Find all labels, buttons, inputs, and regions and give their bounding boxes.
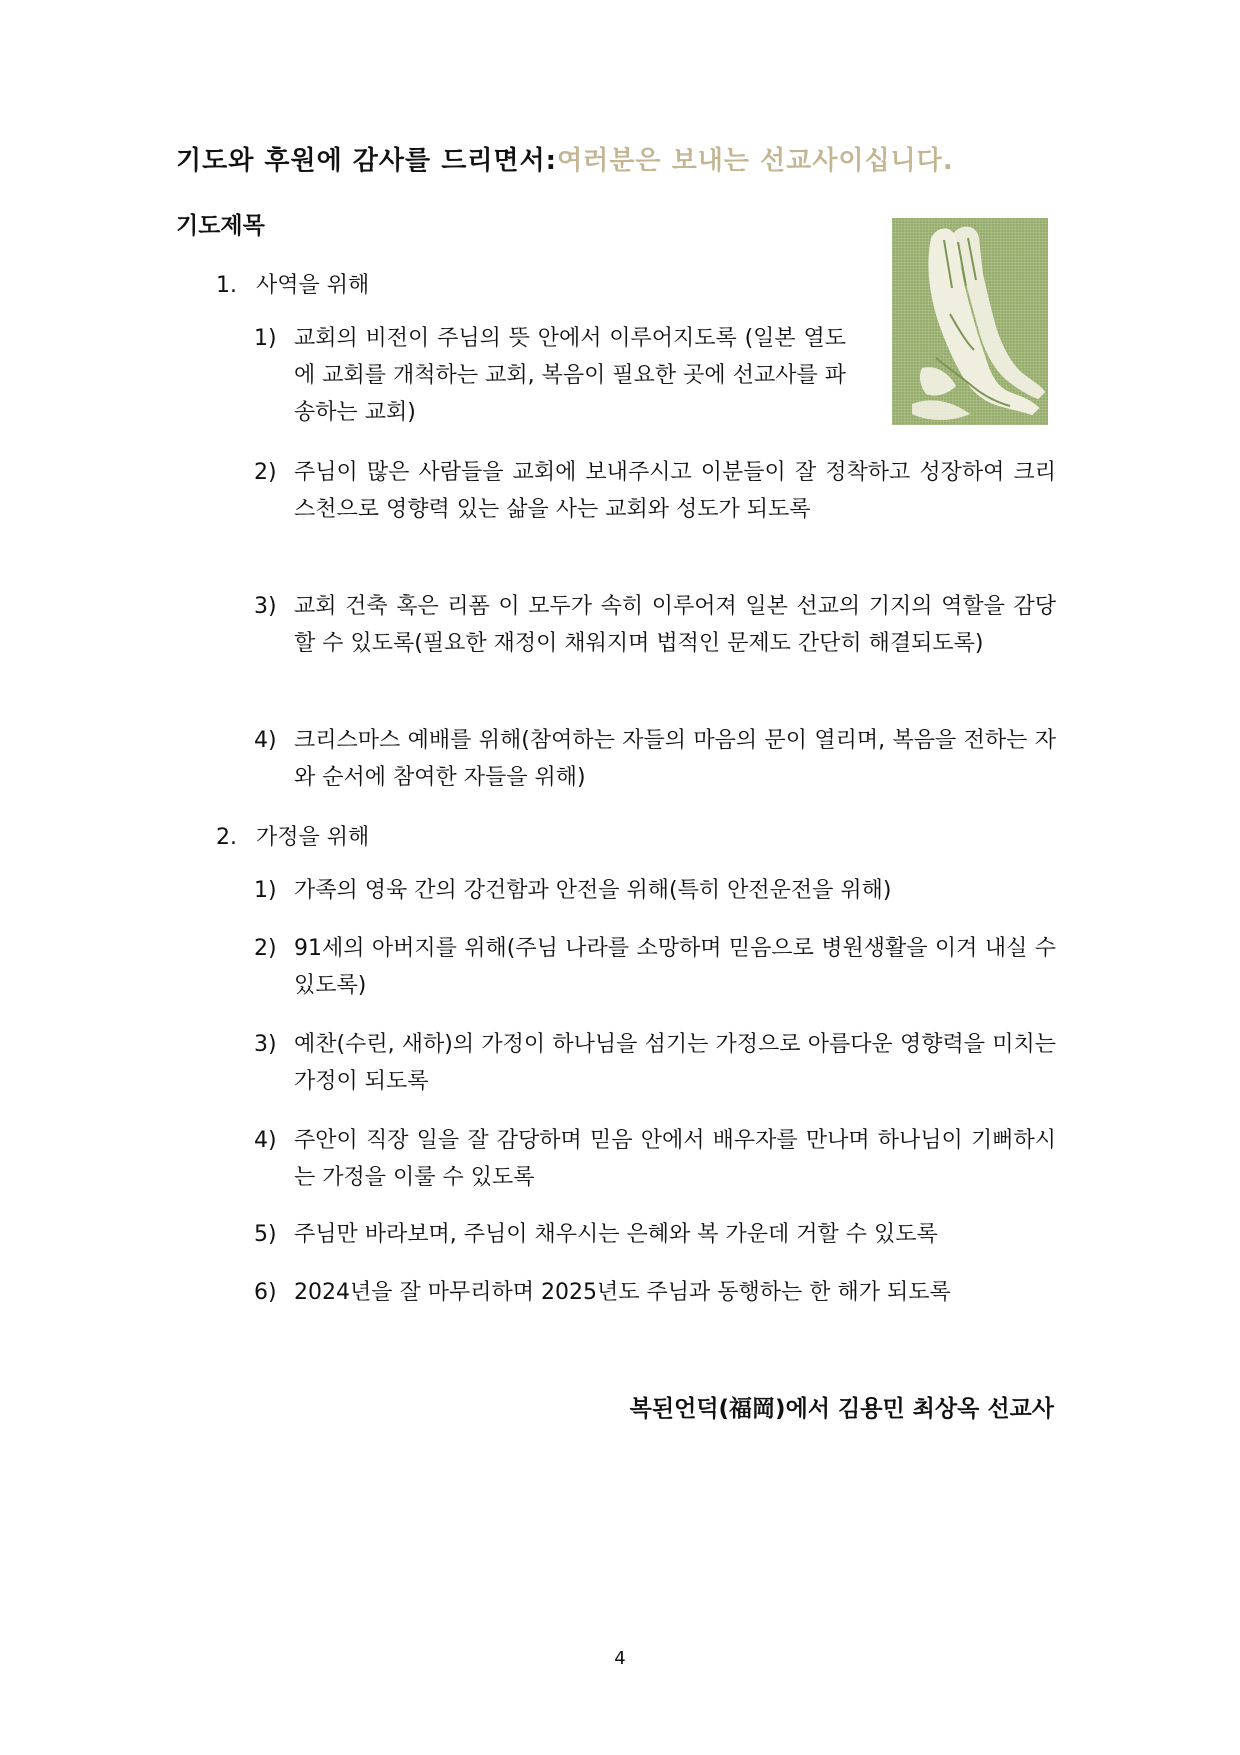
item-text: 주님이 많은 사람들을 교회에 보내주시고 이분들이 잘 정착하고 성장하여 크리스천으로 영향력 있는 삶을 사는 교회와 성도가 되도록: [294, 460, 1056, 522]
praying-hands-image: [892, 218, 1048, 425]
signature: 복된언덕(福岡)에서 김용민 최상옥 선교사: [629, 1396, 1054, 1422]
heading-tagline: 여러분은 보내는 선교사이십니다.: [557, 146, 954, 176]
item-number: 2): [254, 936, 277, 961]
item-text: 예찬(수린, 새하)의 가정이 하나님을 섬기는 가정으로 아름다운 영향력을 미치는 가정이 되도록: [294, 1032, 1056, 1094]
item-text: 가족의 영육 간의 강건함과 안전을 위해(특히 안전운전을 위해): [294, 878, 892, 903]
section-ministry: [216, 268, 369, 299]
list-item: [254, 588, 1056, 662]
prayer-topics-title: 기도제목: [176, 213, 265, 239]
item-number: 1): [254, 326, 277, 351]
item-text: 91세의 아버지를 위해(주님 나라를 소망하며 믿음으로 병원생활을 이겨 내실 수 있도록): [294, 936, 1056, 998]
page-number: 4: [614, 1648, 626, 1669]
list-item: [254, 930, 1056, 1004]
item-number: 5): [254, 1222, 277, 1247]
list-item: [254, 722, 1056, 796]
section-title: 사역을 위해: [256, 273, 370, 298]
section-title: 가정을 위해: [256, 825, 370, 850]
section-number: 2.: [216, 825, 237, 850]
list-item: [254, 320, 846, 431]
item-text: 2024년을 잘 마무리하며 2025년도 주님과 동행하는 한 해가 되도록: [294, 1280, 951, 1305]
list-item: [254, 1274, 1056, 1311]
item-number: 3): [254, 1032, 277, 1057]
item-number: 1): [254, 878, 277, 903]
item-number: 2): [254, 460, 277, 485]
item-text: 크리스마스 예배를 위해(참여하는 자들의 마음의 문이 열리며, 복음을 전하는 자와 순서에 참여한 자들을 위해): [294, 728, 1056, 790]
item-number: 3): [254, 594, 277, 619]
item-text: 교회의 비전이 주님의 뜻 안에서 이루어지도록 (일본 열도에 교회를 개척하는 교회, 복음이 필요한 곳에 선교사를 파송하는 교회): [294, 326, 846, 425]
list-item: [254, 1216, 1056, 1253]
item-text: 주님만 바라보며, 주님이 채우시는 은혜와 복 가운데 거할 수 있도록: [294, 1222, 938, 1247]
item-number: 6): [254, 1280, 277, 1305]
item-text: 주안이 직장 일을 잘 감당하며 믿음 안에서 배우자를 만나며 하나님이 기뻐하시는 가정을 이룰 수 있도록: [294, 1128, 1056, 1190]
item-number: 4): [254, 728, 277, 753]
list-item: [254, 454, 1056, 528]
item-text: 교회 건축 혹은 리폼 이 모두가 속히 이루어져 일본 선교의 기지의 역할을 감당할 수 있도록(필요한 재정이 채워지며 법적인 문제도 간단히 해결되도록): [294, 594, 1056, 656]
item-number: 4): [254, 1128, 277, 1153]
list-item: [254, 1026, 1056, 1100]
list-item: [254, 1122, 1056, 1196]
page-heading: [176, 140, 954, 177]
section-family: [216, 820, 369, 851]
list-item: [254, 872, 1056, 909]
section-number: 1.: [216, 273, 237, 298]
heading-main: 기도와 후원에 감사를 드리면서:: [176, 146, 558, 176]
